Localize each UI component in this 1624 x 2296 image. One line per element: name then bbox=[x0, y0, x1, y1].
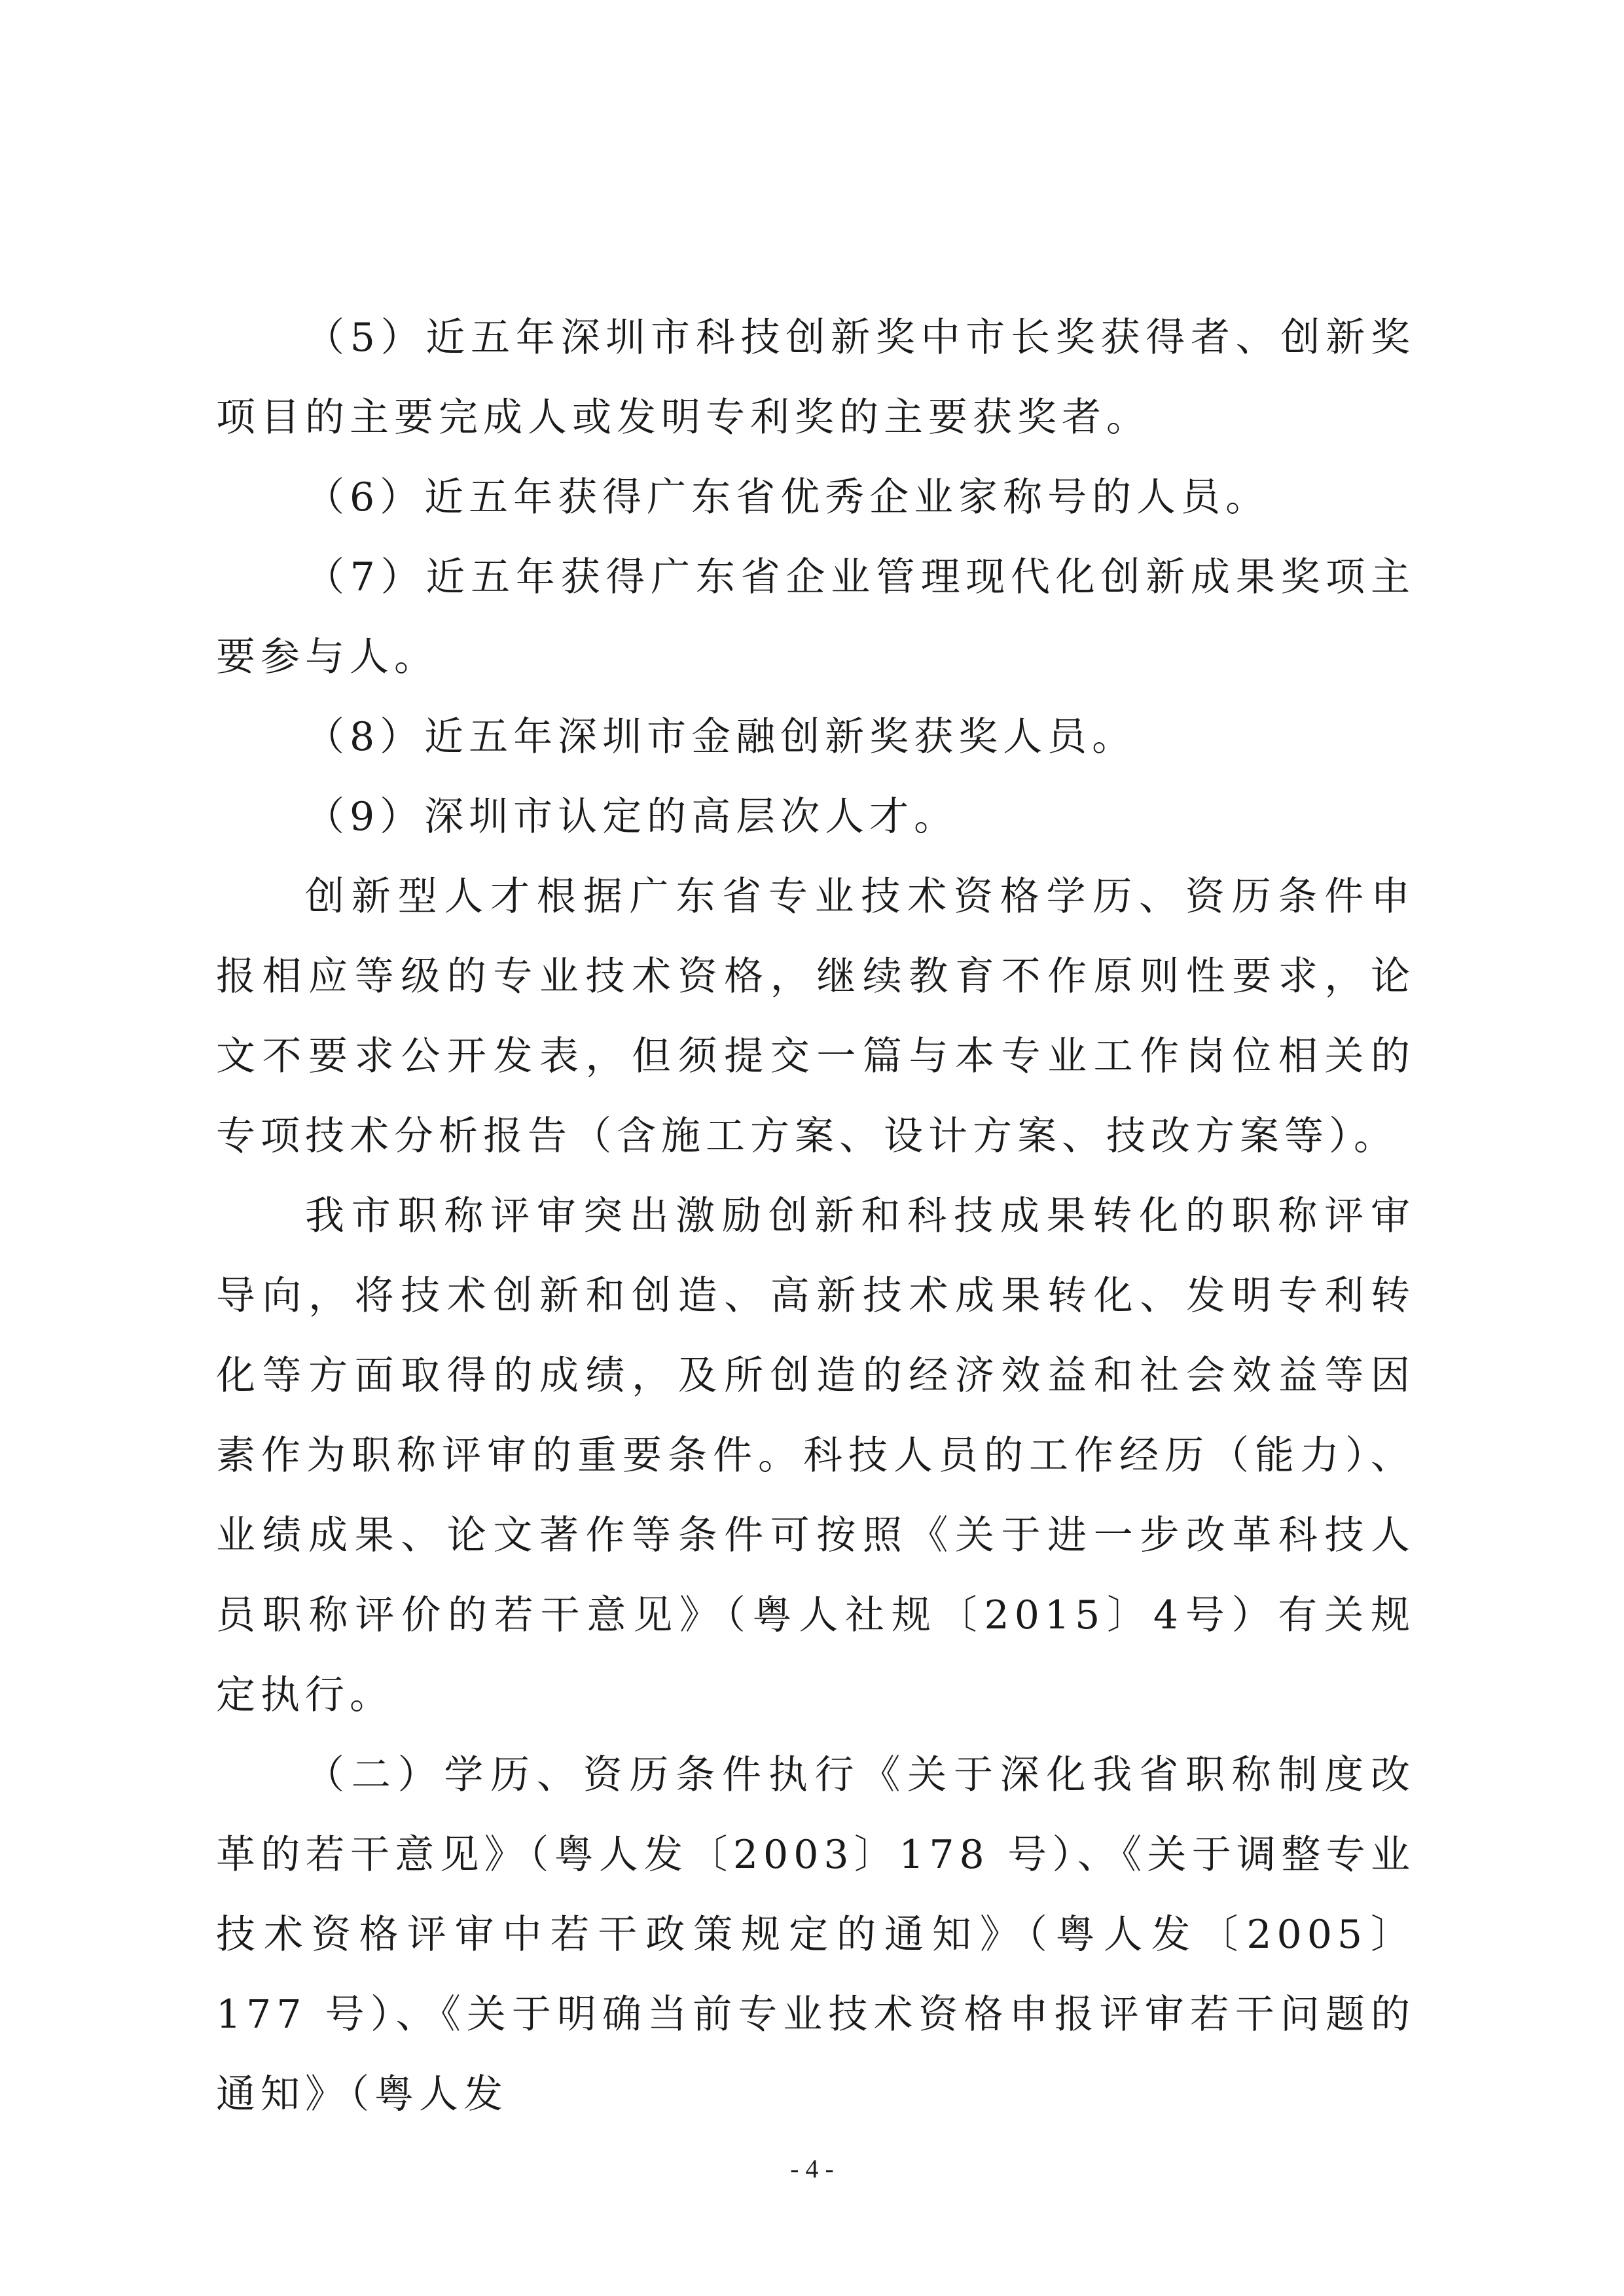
page-number: - 4 - bbox=[790, 2154, 834, 2183]
paragraph-item-7: （7）近五年获得广东省企业管理现代化创新成果奖项主要参与人。 bbox=[216, 554, 1415, 680]
paragraph-evaluation-guidance: 我市职称评审突出激励创新和科技成果转化的职称评审导向，将技术创新和创造、高新技术成果转化、发明专利转化等方面取得的成绩，及所创造的经济效益和社会效益等因素作为职称评审的重要条件。科技人员的工作经历（能力）、业绩成果、论文著作等条件可按照《关于进一步改革科技人员职称评价的若干意见》（粤人社规〔2015〕4号）有关规定执行。 bbox=[216, 1193, 1415, 1718]
paragraph-item-8: （8）近五年深圳市金融创新奖获奖人员。 bbox=[305, 714, 1137, 760]
paragraph-item-5: （5）近五年深圳市科技创新奖中市长奖获得者、创新奖项目的主要完成人或发明专利奖的主要获奖者。 bbox=[216, 315, 1415, 440]
paragraph-item-6: （6）近五年获得广东省优秀企业家称号的人员。 bbox=[305, 475, 1271, 520]
paragraph-innovative-talent: 创新型人才根据广东省专业技术资格学历、资历条件申报相应等级的专业技术资格，继续教育不作原则性要求，论文不要求公开发表，但须提交一篇与本专业工作岗位相关的专项技术分析报告（含施工方案、设计方案、技改方案等）。 bbox=[216, 874, 1415, 1159]
paragraph-item-9: （9）深圳市认定的高层次人才。 bbox=[305, 794, 959, 840]
paragraph-section-two: （二）学历、资历条件执行《关于深化我省职称制度改革的若干意见》（粤人发〔2003〕178 号）、《关于调整专业技术资格评审中若干政策规定的通知》（粤人发〔2005〕177 号）、《关于明确当前专业技术资格申报评审若干问题的通知》（粤人发 bbox=[216, 1752, 1415, 2117]
document-body bbox=[216, 298, 1415, 2134]
